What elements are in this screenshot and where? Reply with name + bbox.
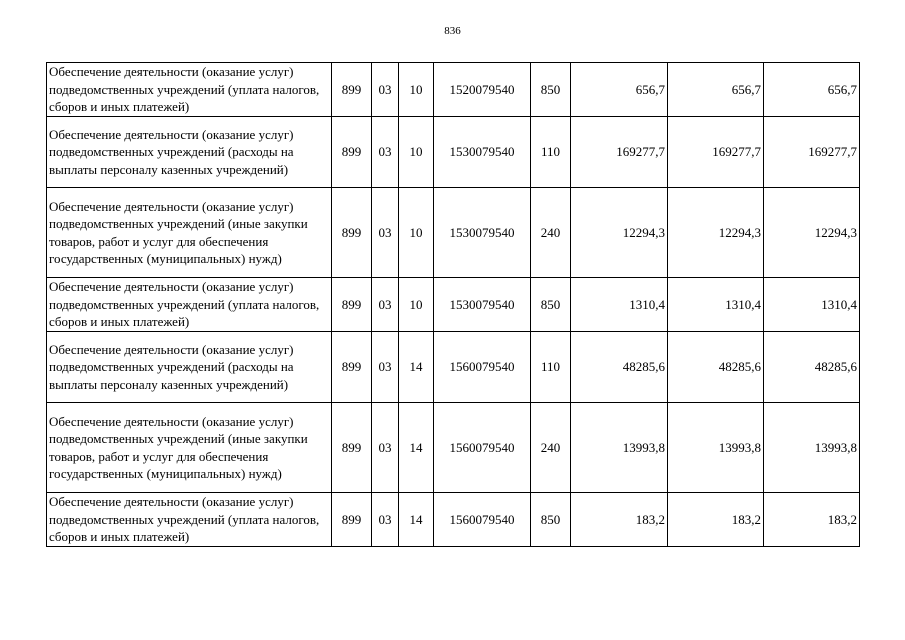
amount-year-3: 656,7	[764, 63, 860, 117]
target-article-code: 1560079540	[434, 403, 531, 493]
amount-year-2: 656,7	[668, 63, 764, 117]
table-row	[47, 278, 860, 332]
expense-type-code: 850	[531, 278, 571, 332]
subsection-code: 14	[399, 493, 434, 547]
table-row	[47, 332, 860, 403]
row-description: Обеспечение деятельности (оказание услуг) подведомственных учреждений (расходы на выплаты персоналу казенных учреждений)	[47, 117, 332, 188]
amount-year-1: 169277,7	[571, 117, 668, 188]
target-article-code: 1560079540	[434, 332, 531, 403]
expense-type-code: 240	[531, 188, 571, 278]
row-description: Обеспечение деятельности (оказание услуг) подведомственных учреждений (иные закупки товаров, работ и услуг для обеспечения государственных (муниципальных) нужд)	[47, 403, 332, 493]
subsection-code: 10	[399, 63, 434, 117]
grbs-code: 899	[332, 188, 372, 278]
grbs-code: 899	[332, 63, 372, 117]
section-code: 03	[372, 278, 399, 332]
subsection-code: 14	[399, 332, 434, 403]
row-description: Обеспечение деятельности (оказание услуг) подведомственных учреждений (уплата налогов, сборов и иных платежей)	[47, 63, 332, 117]
section-code: 03	[372, 117, 399, 188]
amount-year-3: 1310,4	[764, 278, 860, 332]
expense-type-code: 110	[531, 332, 571, 403]
target-article-code: 1530079540	[434, 117, 531, 188]
amount-year-1: 13993,8	[571, 403, 668, 493]
amount-year-2: 48285,6	[668, 332, 764, 403]
row-description: Обеспечение деятельности (оказание услуг) подведомственных учреждений (уплата налогов, сборов и иных платежей)	[47, 278, 332, 332]
grbs-code: 899	[332, 403, 372, 493]
row-description: Обеспечение деятельности (оказание услуг) подведомственных учреждений (уплата налогов, сборов и иных платежей)	[47, 493, 332, 547]
amount-year-2: 169277,7	[668, 117, 764, 188]
budget-table	[46, 62, 860, 547]
amount-year-1: 1310,4	[571, 278, 668, 332]
grbs-code: 899	[332, 332, 372, 403]
table-row	[47, 403, 860, 493]
amount-year-1: 48285,6	[571, 332, 668, 403]
subsection-code: 10	[399, 117, 434, 188]
page-number: 836	[444, 25, 461, 37]
amount-year-3: 169277,7	[764, 117, 860, 188]
target-article-code: 1530079540	[434, 278, 531, 332]
amount-year-1: 183,2	[571, 493, 668, 547]
amount-year-2: 13993,8	[668, 403, 764, 493]
subsection-code: 14	[399, 403, 434, 493]
subsection-code: 10	[399, 188, 434, 278]
target-article-code: 1520079540	[434, 63, 531, 117]
amount-year-3: 183,2	[764, 493, 860, 547]
amount-year-2: 183,2	[668, 493, 764, 547]
grbs-code: 899	[332, 117, 372, 188]
amount-year-3: 12294,3	[764, 188, 860, 278]
section-code: 03	[372, 403, 399, 493]
section-code: 03	[372, 493, 399, 547]
amount-year-1: 656,7	[571, 63, 668, 117]
target-article-code: 1530079540	[434, 188, 531, 278]
table-row	[47, 117, 860, 188]
grbs-code: 899	[332, 493, 372, 547]
expense-type-code: 110	[531, 117, 571, 188]
expense-type-code: 850	[531, 63, 571, 117]
amount-year-2: 1310,4	[668, 278, 764, 332]
amount-year-1: 12294,3	[571, 188, 668, 278]
table-row	[47, 188, 860, 278]
row-description: Обеспечение деятельности (оказание услуг) подведомственных учреждений (расходы на выплаты персоналу казенных учреждений)	[47, 332, 332, 403]
table-row	[47, 63, 860, 117]
amount-year-3: 13993,8	[764, 403, 860, 493]
section-code: 03	[372, 332, 399, 403]
amount-year-3: 48285,6	[764, 332, 860, 403]
section-code: 03	[372, 63, 399, 117]
section-code: 03	[372, 188, 399, 278]
grbs-code: 899	[332, 278, 372, 332]
expense-type-code: 240	[531, 403, 571, 493]
target-article-code: 1560079540	[434, 493, 531, 547]
row-description: Обеспечение деятельности (оказание услуг) подведомственных учреждений (иные закупки товаров, работ и услуг для обеспечения государственных (муниципальных) нужд)	[47, 188, 332, 278]
subsection-code: 10	[399, 278, 434, 332]
amount-year-2: 12294,3	[668, 188, 764, 278]
table-row	[47, 493, 860, 547]
expense-type-code: 850	[531, 493, 571, 547]
